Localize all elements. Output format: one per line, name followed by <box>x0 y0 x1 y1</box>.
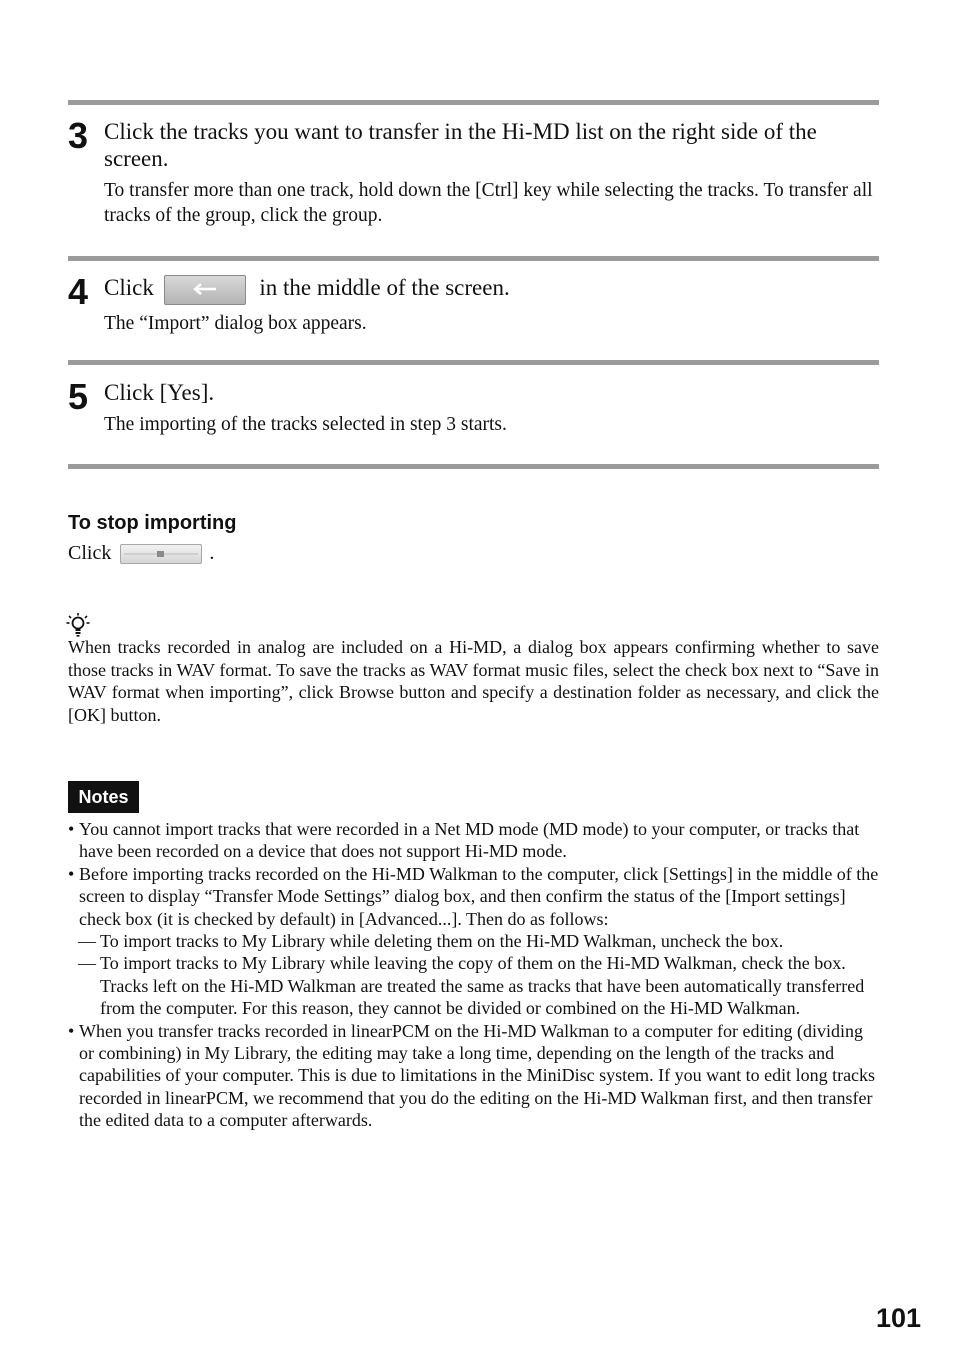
step-number: 4 <box>68 271 89 312</box>
note-subitem <box>68 952 879 1019</box>
bullet-mark: • <box>68 1020 75 1041</box>
notes-list <box>68 818 879 1132</box>
import-arrow-button[interactable] <box>164 275 246 305</box>
note-subitem-text: To import tracks to My Library while leaving the copy of them on the Hi-MD Walkman, check the box. Tracks left on the Hi-MD Walkman are treated the same as tracks that have been automatically transferred from the computer. For this reason, they cannot be divided or combined on the Hi-MD Walkman. <box>100 953 865 1019</box>
bullet-mark: • <box>68 819 75 839</box>
step-number: 3 <box>68 115 89 156</box>
notes-label: Notes <box>68 781 139 813</box>
rule-after-step-4 <box>68 360 879 365</box>
step-instruction: Click the tracks you want to transfer in the Hi-MD list on the right side of the screen. <box>104 119 817 171</box>
section-title-stop-importing: To stop importing <box>68 512 237 534</box>
step-instruction: Click [Yes]. <box>104 380 215 405</box>
note-text: Before importing tracks recorded on the Hi-MD Walkman to the computer, click [Settings] in the middle of the screen to display “Transfer Mode Settings” dialog box, and then confirm the status of the [Import settings] check box (it is checked by default) in [Advanced...]. Then do as follows: <box>79 863 879 929</box>
note-text: You cannot import tracks that were recorded in a Net MD mode (MD mode) to your computer, or tracks that have been recorded on a device that does not support Hi-MD mode. <box>79 819 860 862</box>
stop-text-before: Click <box>68 542 112 564</box>
step-5 <box>68 376 879 437</box>
step-detail: To transfer more than one track, hold down the [Ctrl] key while selecting the tracks. To transfer all tracks of the group, click the group. <box>104 180 873 226</box>
stop-icon <box>120 544 202 564</box>
page-number: 101 <box>876 1303 922 1333</box>
step-instruction <box>104 274 879 305</box>
step-detail: The “Import” dialog box appears. <box>104 312 367 334</box>
step-number: 5 <box>68 376 89 417</box>
rule-after-step-3 <box>68 256 879 261</box>
instruction-text-before: Click <box>104 275 154 300</box>
step-detail: The importing of the tracks selected in step 3 starts. <box>104 414 507 435</box>
note-item <box>68 818 879 863</box>
note-subitem-text: To import tracks to My Library while deleting them on the Hi-MD Walkman, uncheck the box. <box>100 931 784 952</box>
bullet-mark: • <box>68 863 75 884</box>
dash-mark: — <box>78 953 96 974</box>
stop-instruction <box>68 540 214 566</box>
stop-button[interactable] <box>120 544 202 564</box>
note-text: When you transfer tracks recorded in linearPCM on the Hi-MD Walkman to a computer for editing (dividing or combining) in My Library, the editing may take a long time, depending on the length of the tracks and capabilities of your computer. This is due to limitations in the MiniDisc system. If you want to edit long tracks recorded in linearPCM, we recommend that you do the editing on the Hi-MD Walkman first, and then transfer the edited data to a computer afterwards. <box>79 1020 876 1131</box>
left-arrow-import-icon <box>164 275 246 305</box>
note-subitem <box>68 930 879 952</box>
instruction-text-after: in the middle of the screen. <box>259 275 510 300</box>
step-3 <box>68 115 879 228</box>
dash-mark: — <box>78 931 96 952</box>
rule-top <box>68 100 879 105</box>
note-item <box>68 1020 879 1132</box>
stop-text-after: . <box>209 542 215 564</box>
step-4 <box>68 271 879 336</box>
hint-text: When tracks recorded in analog are included on a Hi-MD, a dialog box appears confirming whether to save those tracks in WAV format. To save the tracks as WAV format music files, select the check box next to “Save in WAV format when importing”, click Browse button and specify a destination folder as necessary, and click the [OK] button. <box>68 637 879 725</box>
rule-after-step-5 <box>68 464 879 469</box>
note-item <box>68 863 879 930</box>
